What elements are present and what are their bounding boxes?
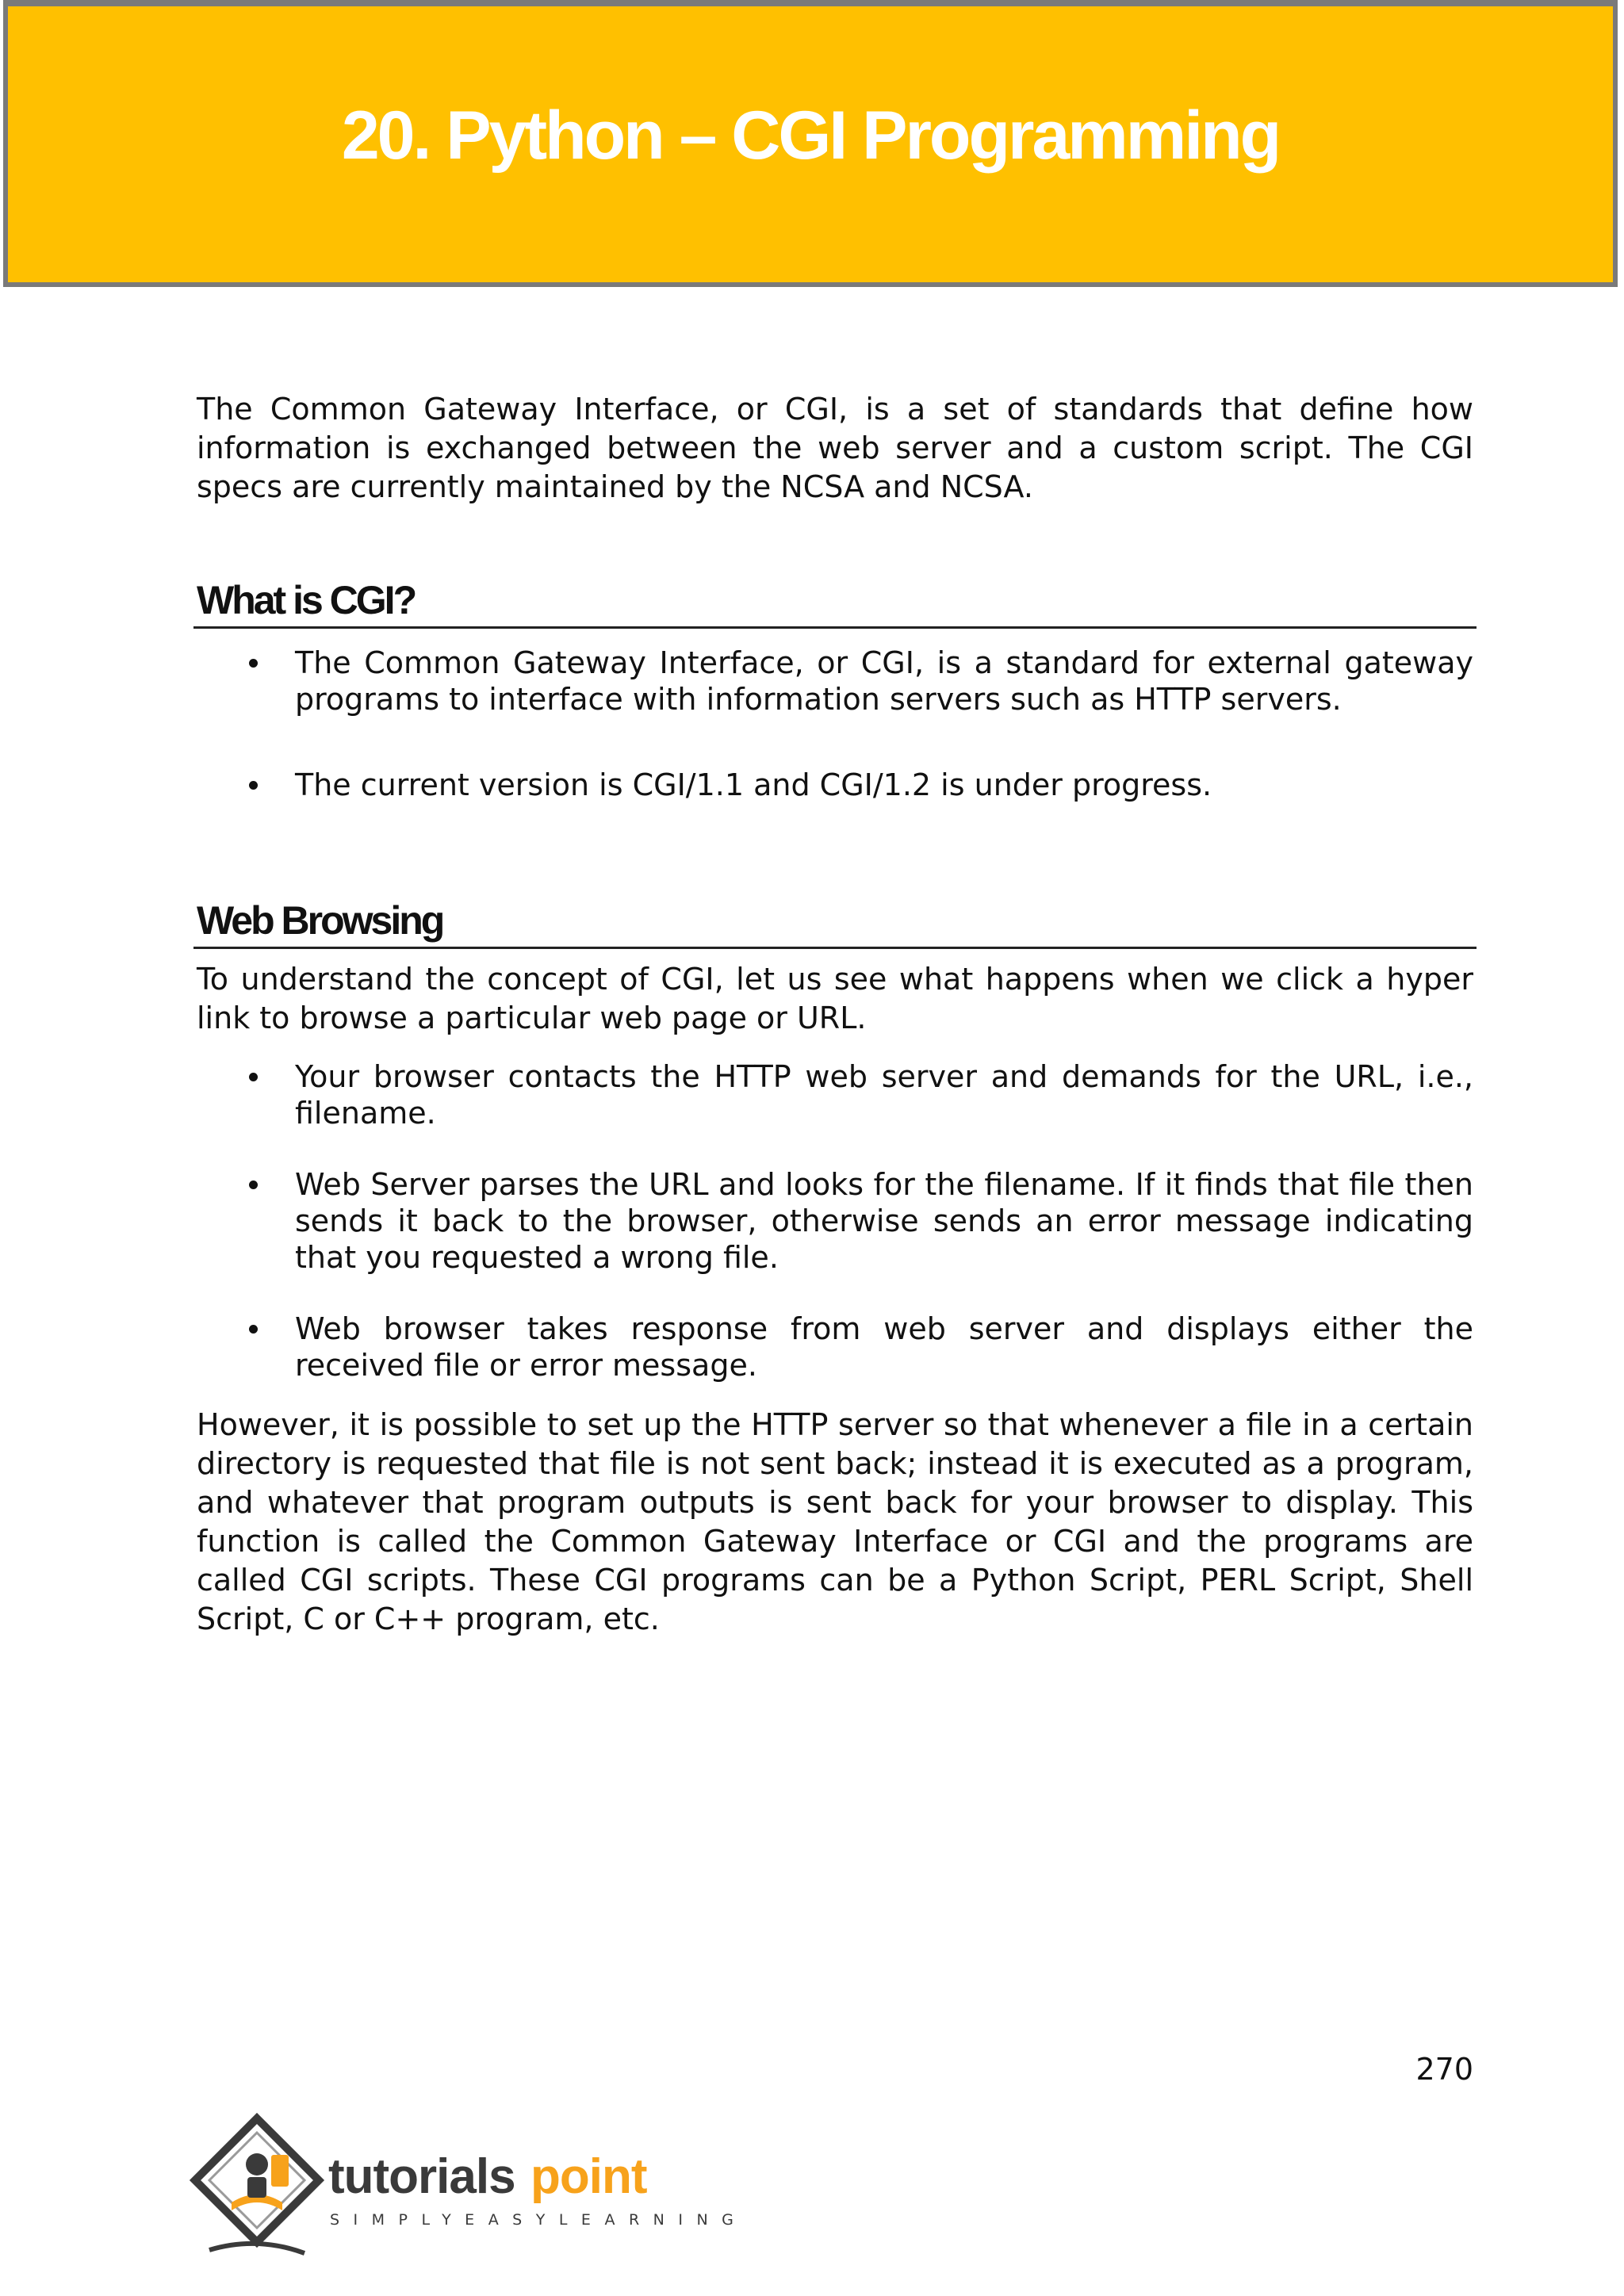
- list-item: Web browser takes response from web server and displays either the received file or error message.: [197, 1311, 1473, 1383]
- page-number: 270: [1415, 2052, 1473, 2087]
- logo-name-part1: tutorials: [328, 2149, 515, 2204]
- list-item: Your browser contacts the HTTP web server and demands for the URL, i.e., filename.: [197, 1058, 1473, 1131]
- intro-paragraph: The Common Gateway Interface, or CGI, is a set of standards that define how information is exchanged between the web server and a custom script. The CGI specs are currently maintained by the NCSA and NCSA.: [197, 392, 1473, 504]
- person-icon: [246, 2153, 268, 2175]
- section-heading: Web Browsing: [193, 896, 1477, 949]
- logo-tagline: SIMPLYEASYLEARNING: [330, 2211, 748, 2229]
- section-outro-paragraph: However, it is possible to set up the HTTP server so that whenever a file in a certain directory is requested that file is not sent back; instead it is executed as a program, and whatever that program outputs is sent back for your browser to display. This function is called the Common Gateway Interface or CGI and the programs are called CGI scripts. These CGI programs can be a Python Script, PERL Script, Shell Script, C or C++ program, etc.: [197, 1407, 1473, 1636]
- bullet-icon: [249, 781, 258, 790]
- logo-name-part2: point: [530, 2149, 647, 2204]
- bullet-icon: [249, 1181, 258, 1189]
- list-item: Web Server parses the URL and looks for the filename. If it finds that file then sends it back to the browser, otherwise sends an error message indicating that you requested a wrong file.: [197, 1166, 1473, 1276]
- bullet-list: [197, 645, 1473, 803]
- bullet-list: [197, 1058, 1473, 1383]
- bullet-icon: [249, 1073, 258, 1081]
- bullet-icon: [249, 1325, 258, 1334]
- chapter-title: 20. Python – CGI Programming: [341, 98, 1280, 174]
- list-item: The current version is CGI/1.1 and CGI/1.2 is under progress.: [197, 767, 1473, 803]
- chapter-banner: [3, 0, 1618, 287]
- intro-block: [197, 390, 1473, 507]
- section-heading: What is CGI?: [193, 576, 1477, 629]
- list-item: The Common Gateway Interface, or CGI, is a standard for external gateway programs to interface with information servers such as HTTP servers.: [197, 645, 1473, 718]
- bullet-icon: [249, 659, 258, 668]
- section-intro-paragraph: To understand the concept of CGI, let us see what happens when we click a hyper link to browse a particular web page or URL.: [197, 962, 1473, 1035]
- tutorialspoint-logo: [193, 2109, 748, 2260]
- section-what-is-cgi: [197, 576, 1473, 803]
- section-web-browsing: [197, 896, 1473, 1639]
